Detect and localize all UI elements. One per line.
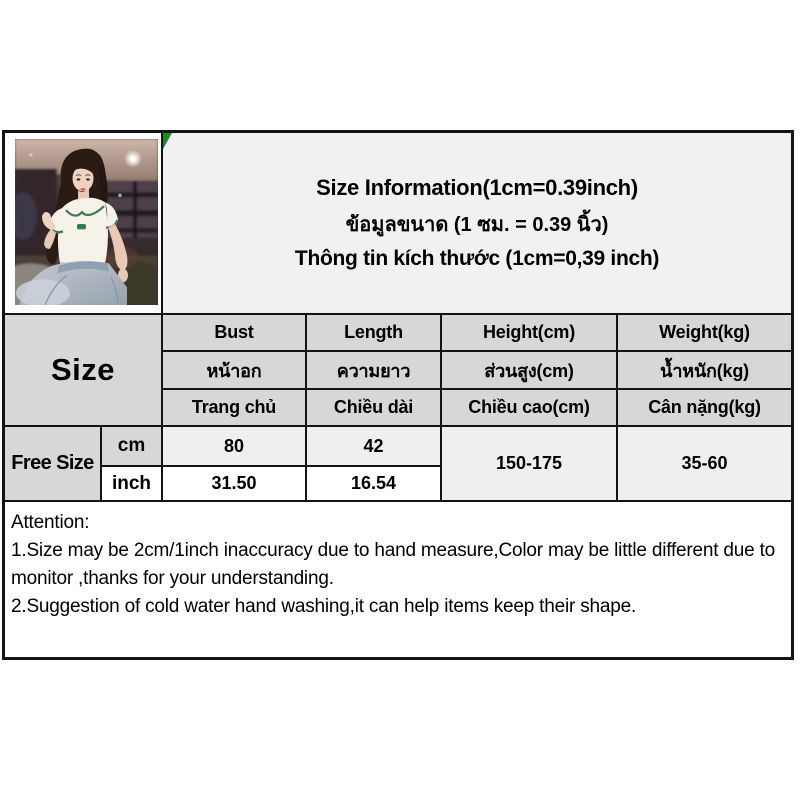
col-header-bust-th: หน้าอก (163, 352, 307, 390)
col-header-bust-vi: Trang chủ (163, 390, 307, 427)
attention-note-1: 1.Size may be 2cm/1inch inaccuracy due to hand measure,Color may be little different due to monitor ,thanks for your understanding. (11, 540, 776, 589)
col-header-length-en: Length (307, 315, 442, 352)
col-header-weight-th: น้ำหนัก(kg) (618, 352, 791, 390)
attention-section (5, 502, 791, 657)
title-thai: ข้อมูลขนาด (1 ซม. = 0.39 นิ้ว) (345, 214, 609, 236)
col-header-length-vi: Chiều dài (307, 390, 442, 427)
size-table-grid (5, 133, 791, 502)
col-header-height-vi: Chiều cao(cm) (442, 390, 618, 427)
col-header-height-en: Height(cm) (442, 315, 618, 352)
size-name-cell: Free Size (5, 427, 102, 502)
title-vietnamese: Thông tin kích thước (1cm=0,39 inch) (294, 247, 660, 270)
attention-title: Attention: (11, 512, 90, 533)
attention-note-2: 2.Suggestion of cold water hand washing,it can help items keep their shape. (11, 596, 637, 617)
size-chart-table (2, 130, 794, 660)
col-header-height-th: ส่วนสูง(cm) (442, 352, 618, 390)
col-header-weight-en: Weight(kg) (618, 315, 791, 352)
weight-range-value: 35-60 (618, 427, 791, 502)
title-cell (163, 133, 791, 315)
bust-inch-value: 31.50 (163, 467, 307, 502)
size-label: Size (5, 315, 163, 427)
height-range-value: 150-175 (442, 427, 618, 502)
unit-inch-cell: inch (102, 467, 163, 502)
unit-cm-cell: cm (102, 427, 163, 467)
model-photo-cell (5, 133, 163, 315)
length-inch-value: 16.54 (307, 467, 442, 502)
model-photo (15, 139, 158, 305)
col-header-weight-vi: Cân nặng(kg) (618, 390, 791, 427)
bust-cm-value: 80 (163, 427, 307, 467)
model-photo-illustration (15, 139, 158, 305)
excel-corner-marker-icon (163, 133, 172, 149)
col-header-length-th: ความยาว (307, 352, 442, 390)
length-cm-value: 42 (307, 427, 442, 467)
title-english: Size Information(1cm=0.39inch) (316, 175, 638, 200)
col-header-bust-en: Bust (163, 315, 307, 352)
